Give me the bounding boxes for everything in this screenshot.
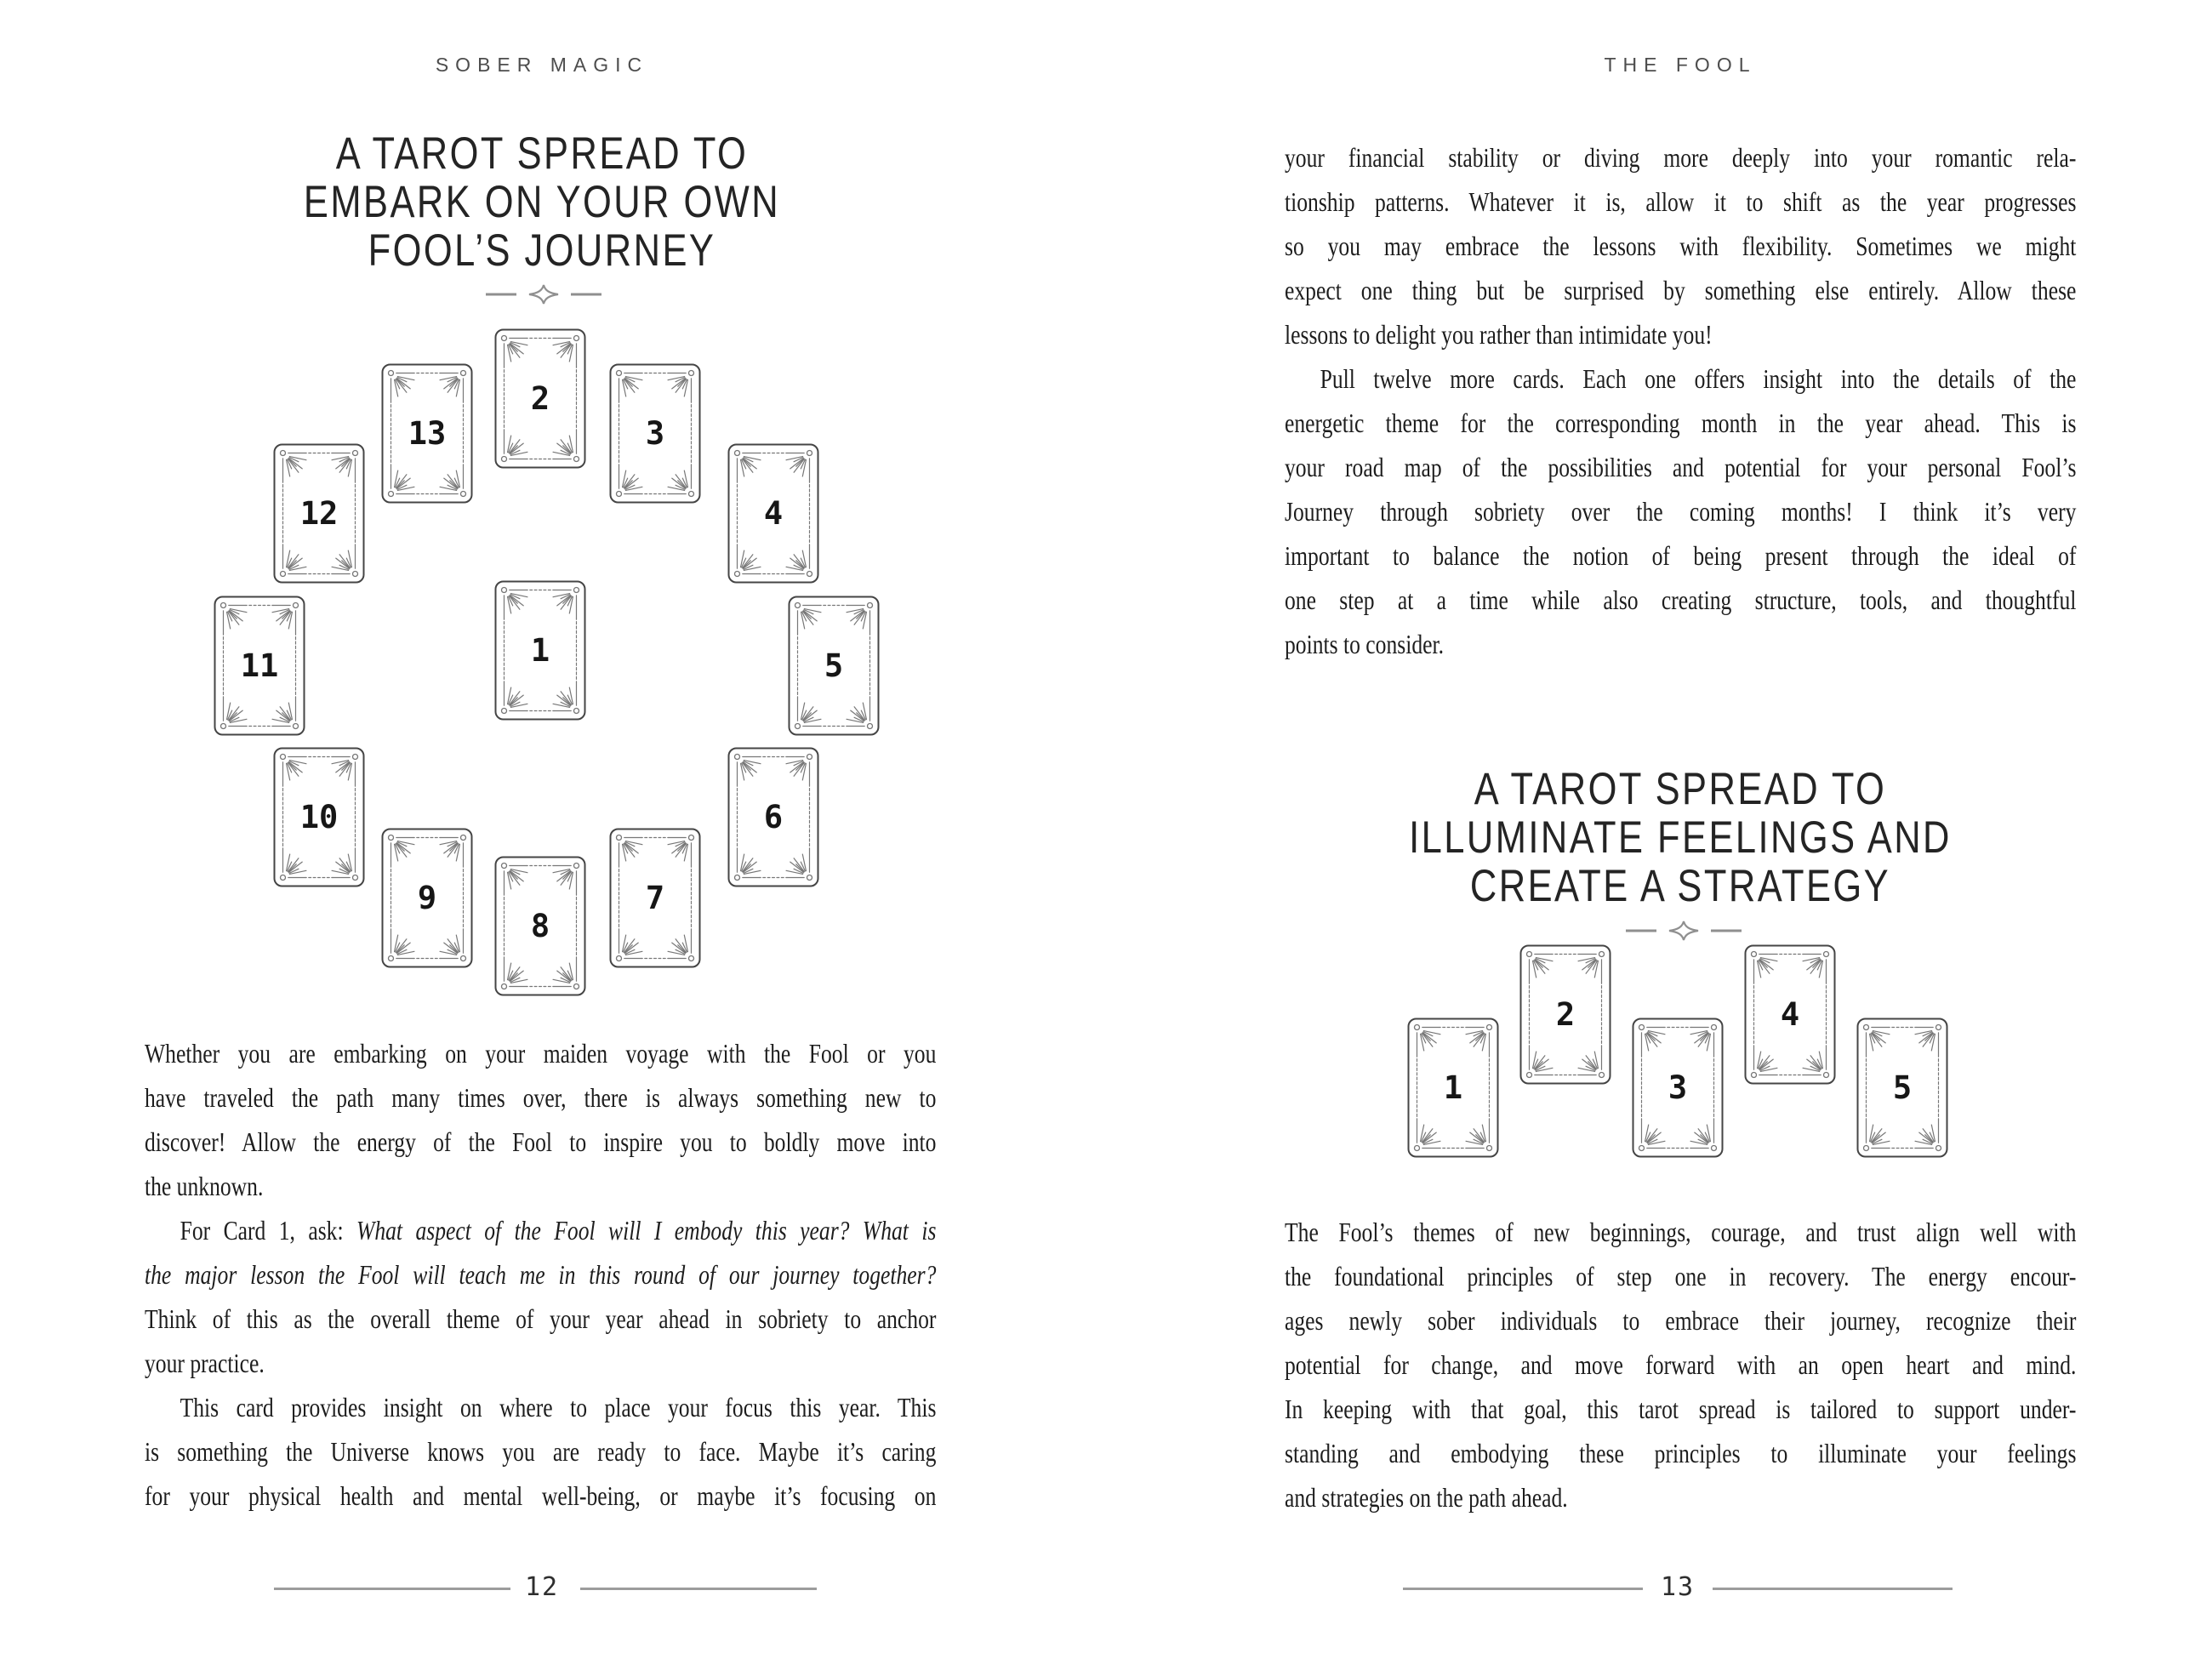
text-run: tionship patterns. Whatever it is, allow it to shift as the year progresses — [1285, 186, 2077, 217]
text-run: your financial stability or diving more deeply into your romantic rela- — [1285, 142, 2077, 173]
text-run: lessons to delight you rather than intimidate you! — [1285, 319, 1713, 350]
title-line: EMBARK ON YOUR OWN — [303, 177, 781, 227]
card-number: 5 — [1892, 1069, 1913, 1106]
body-line — [1285, 180, 2076, 224]
right-page-body-bottom — [1285, 1210, 2076, 1519]
tarot-card-10 — [273, 747, 365, 887]
card-number: 3 — [1668, 1069, 1688, 1106]
body-line — [1285, 1475, 2076, 1519]
body-line — [145, 1297, 936, 1341]
paragraph — [1285, 135, 2076, 356]
text-run: Whether you are embarking on your maiden voyage with the Fool or you — [145, 1038, 937, 1069]
tarot-card-4 — [727, 443, 819, 584]
body-line — [145, 1075, 936, 1120]
footer-rule — [1403, 1588, 1643, 1590]
tarot-card-5 — [788, 596, 880, 736]
text-run: the foundational principles of step one in recovery. The energy encour- — [1285, 1261, 2077, 1291]
tarot-card-9 — [381, 828, 473, 968]
text-run: for your physical health and mental well-being, or maybe it’s focusing on — [145, 1480, 937, 1511]
text-run: your practice. — [145, 1348, 265, 1378]
text-run: one step at a time while also creating structure, tools, and thoughtful — [1285, 584, 2077, 615]
card-number: 4 — [763, 495, 784, 532]
tarot-card-r4 — [1744, 944, 1836, 1085]
card-number: 5 — [824, 647, 844, 684]
text-run: The Fool’s themes of new beginnings, courage, and trust align well with — [1285, 1217, 2077, 1247]
text-run: is something the Universe knows you are ready to face. Maybe it’s caring — [145, 1436, 937, 1467]
text-run: This card provides insight on where to place your focus this year. This — [180, 1392, 937, 1422]
body-line — [1285, 1210, 2076, 1254]
card-number: 2 — [1555, 996, 1576, 1033]
text-run: have traveled the path many times over, there is always something new to — [145, 1082, 937, 1113]
body-line — [1285, 1298, 2076, 1343]
body-line — [1285, 224, 2076, 268]
body-line — [1285, 1387, 2076, 1431]
tarot-card-3 — [609, 363, 701, 504]
card-number: 3 — [645, 415, 665, 452]
text-run: so you may embrace the lessons with flexibility. Sometimes we might — [1285, 231, 2077, 261]
body-line — [1285, 135, 2076, 180]
text-run: the unknown. — [145, 1171, 264, 1201]
body-line — [1285, 533, 2076, 578]
italic-text-run: the major lesson the Fool will teach me in this round of our journey together? — [145, 1259, 937, 1290]
text-run: and strategies on the path ahead. — [1285, 1482, 1568, 1513]
paragraph — [145, 1208, 936, 1385]
title-line: A TAROT SPREAD TO — [1474, 764, 1887, 814]
running-head-left: SOBER MAGIC — [435, 54, 649, 76]
body-line — [1285, 1343, 2076, 1387]
footer-rule — [1713, 1588, 1953, 1590]
page-number-right: 13 — [1660, 1572, 1696, 1602]
text-run: Think of this as the overall theme of your year ahead in sobriety to anchor — [145, 1303, 937, 1334]
tarot-card-r5 — [1856, 1018, 1948, 1158]
tarot-card-13 — [381, 363, 473, 504]
footer-rule — [580, 1588, 817, 1590]
paragraph — [1285, 1210, 2076, 1519]
body-line — [1285, 1431, 2076, 1475]
tarot-card-7 — [609, 828, 701, 968]
tarot-card-r3 — [1632, 1018, 1724, 1158]
body-line — [1285, 622, 2076, 666]
diamond-divider-icon — [1624, 921, 1743, 941]
card-number: 1 — [1443, 1069, 1463, 1106]
text-run: ages newly sober individuals to embrace their journey, recognize their — [1285, 1305, 2077, 1336]
body-line — [1285, 578, 2076, 622]
card-number: 12 — [299, 495, 339, 532]
tarot-card-r2 — [1519, 944, 1611, 1085]
tarot-card-2 — [494, 328, 586, 469]
left-spread-title — [218, 129, 867, 275]
page-number-left: 12 — [524, 1572, 560, 1602]
card-number: 7 — [645, 880, 665, 916]
title-line: CREATE A STRATEGY — [1469, 861, 1891, 911]
diamond-divider-icon — [484, 284, 603, 305]
body-line — [145, 1429, 936, 1474]
body-line — [145, 1385, 936, 1429]
body-line — [1285, 489, 2076, 533]
title-line: ILLUMINATE FEELINGS AND — [1409, 812, 1952, 863]
paragraph — [145, 1385, 936, 1518]
left-page-body — [145, 1031, 936, 1518]
card-number: 9 — [417, 880, 437, 916]
body-line — [145, 1120, 936, 1164]
text-run: your road map of the possibilities and potential for your personal Fool’s — [1285, 452, 2077, 482]
body-line — [1285, 445, 2076, 489]
body-line — [1285, 1254, 2076, 1298]
text-run: In keeping with that goal, this tarot spread is tailored to support under- — [1285, 1394, 2077, 1424]
tarot-card-12 — [273, 443, 365, 584]
card-number: 13 — [408, 415, 447, 452]
tarot-card-1 — [494, 580, 586, 721]
text-run: Pull twelve more cards. Each one offers insight into the details of the — [1320, 363, 2077, 394]
card-number: 10 — [299, 799, 339, 835]
body-line — [145, 1208, 936, 1252]
text-run: important to balance the notion of being present through the ideal of — [1285, 540, 2077, 571]
body-line — [145, 1474, 936, 1518]
text-run: For Card 1, ask: — [180, 1215, 356, 1246]
body-line — [145, 1164, 936, 1208]
body-line — [145, 1252, 936, 1297]
text-run: points to consider. — [1285, 629, 1445, 659]
card-number: 2 — [530, 380, 550, 417]
card-number: 4 — [1780, 996, 1800, 1033]
paragraph — [1285, 356, 2076, 666]
body-line — [145, 1341, 936, 1385]
right-spread-title — [1356, 765, 2005, 910]
tarot-card-8 — [494, 856, 586, 996]
title-line: A TAROT SPREAD TO — [335, 128, 749, 179]
body-line — [1285, 268, 2076, 312]
text-run: discover! Allow the energy of the Fool to inspire you to boldly move into — [145, 1126, 937, 1157]
text-run: energetic theme for the corresponding month in the year ahead. This is — [1285, 408, 2077, 438]
footer-rule — [274, 1588, 510, 1590]
tarot-card-6 — [727, 747, 819, 887]
card-number: 8 — [530, 908, 550, 944]
text-run: expect one thing but be surprised by something else entirely. Allow these — [1285, 275, 2077, 305]
text-run: potential for change, and move forward with an open heart and mind. — [1285, 1349, 2077, 1380]
tarot-card-11 — [214, 596, 305, 736]
body-line — [1285, 312, 2076, 356]
card-number: 11 — [240, 647, 279, 684]
body-line — [1285, 401, 2076, 445]
card-number: 1 — [530, 632, 550, 669]
title-line: FOOL’S JOURNEY — [368, 225, 716, 276]
text-run: Journey through sobriety over the coming months! I think it’s very — [1285, 496, 2077, 527]
running-head-right: THE FOOL — [1604, 54, 1757, 76]
paragraph — [145, 1031, 936, 1208]
tarot-card-r1 — [1407, 1018, 1499, 1158]
italic-text-run: What aspect of the Fool will I embody this year? What is — [356, 1215, 937, 1246]
right-page-body-top — [1285, 135, 2076, 666]
body-line — [1285, 356, 2076, 401]
card-number: 6 — [763, 799, 784, 835]
body-line — [145, 1031, 936, 1075]
text-run: standing and embodying these principles to illuminate your feelings — [1285, 1438, 2077, 1468]
